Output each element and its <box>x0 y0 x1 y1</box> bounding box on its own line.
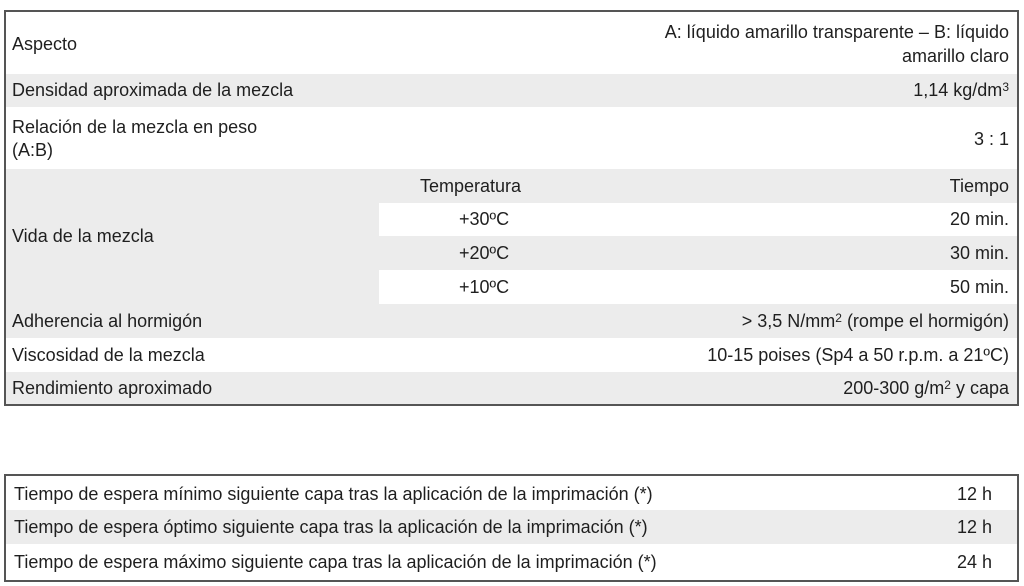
row-densidad <box>6 74 1017 107</box>
row-value-line1: A: líquido amarillo transparente – B: líquido <box>664 22 1009 42</box>
row-espera-optimo <box>6 510 1017 544</box>
row-label: Adherencia al hormigón <box>12 311 203 331</box>
sub-time: 50 min. <box>949 277 1009 297</box>
row-aspecto <box>6 12 1017 74</box>
header-temperatura: Temperatura <box>420 176 522 196</box>
value-text-post: (rompe el hormigón) <box>841 311 1009 331</box>
row-relacion <box>6 107 1017 169</box>
row-espera-minimo <box>6 476 1017 510</box>
value-text: 200-300 g/m <box>843 378 945 398</box>
row-value: 12 h <box>957 517 993 537</box>
row-rendimiento <box>6 372 1017 404</box>
row-adherencia <box>6 304 1017 338</box>
row-vida-mezcla <box>6 169 1017 304</box>
header-tiempo: Tiempo <box>949 176 1009 196</box>
row-value: 10-15 poises (Sp4 a 50 r.p.m. a 21ºC) <box>707 345 1009 365</box>
sub-temp: +10ºC <box>459 277 510 297</box>
value-superscript: 2 <box>944 378 951 392</box>
waiting-times-table <box>4 474 1019 582</box>
row-value <box>913 79 1009 101</box>
row-viscosidad <box>6 338 1017 372</box>
row-value-line2: amarillo claro <box>901 46 1009 66</box>
row-label: Tiempo de espera mínimo siguiente capa tras la aplicación de la imprimación (*) <box>14 484 653 504</box>
row-label-line2: (A:B) <box>12 140 54 160</box>
row-label: Viscosidad de la mezcla <box>12 345 205 365</box>
value-text: 1,14 kg/dm <box>913 80 1003 100</box>
sub-temp: +20ºC <box>459 243 510 263</box>
subrow-30 <box>379 203 1017 236</box>
value-superscript: 2 <box>835 311 842 325</box>
sub-time: 30 min. <box>949 243 1009 263</box>
row-value: 24 h <box>957 552 993 572</box>
row-label: Tiempo de espera máximo siguiente capa tras la aplicación de la imprimación (*) <box>14 552 657 572</box>
row-label: Densidad aproximada de la mezcla <box>12 80 294 100</box>
row-label: Rendimiento aproximado <box>12 378 213 398</box>
row-value: 12 h <box>957 484 993 504</box>
row-value <box>843 377 1009 399</box>
row-label: Aspecto <box>12 34 78 54</box>
properties-table <box>4 10 1019 406</box>
value-superscript: 3 <box>1002 80 1009 94</box>
subrow-20 <box>379 236 1017 270</box>
row-espera-maximo <box>6 544 1017 580</box>
sub-time: 20 min. <box>949 209 1009 229</box>
row-value <box>742 310 1009 332</box>
value-text: > 3,5 N/mm <box>741 311 836 331</box>
row-value: 3 : 1 <box>973 129 1009 149</box>
row-label: Vida de la mezcla <box>12 226 154 246</box>
sub-temp: +30ºC <box>459 209 510 229</box>
subrow-10 <box>379 270 1017 304</box>
value-text-post: y capa <box>950 378 1009 398</box>
row-label-line1: Relación de la mezcla en peso <box>12 117 258 137</box>
row-label: Tiempo de espera óptimo siguiente capa tras la aplicación de la imprimación (*) <box>14 517 648 537</box>
